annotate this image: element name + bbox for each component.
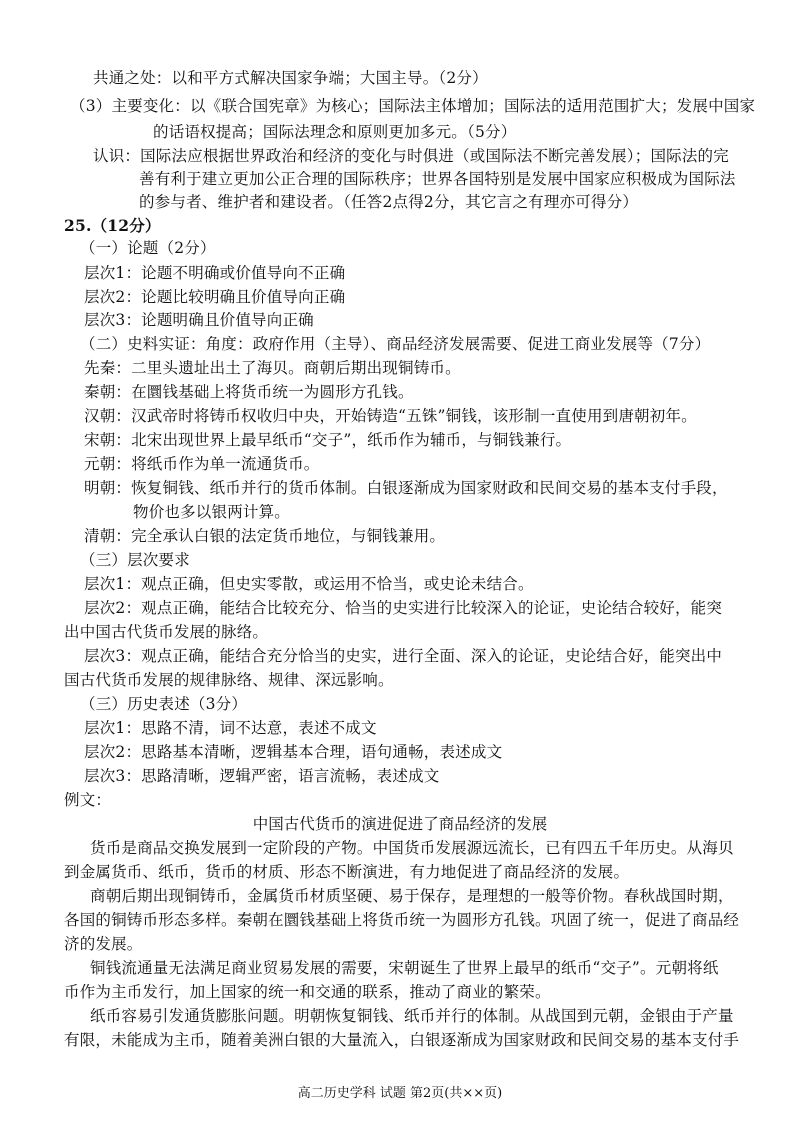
text-line: 各国的铜铸币形态多样。秦朝在圜钱基础上将货币统一为圆形方孔钱。巩固了统一，促进了商品经 [64,911,740,929]
text-line: 例文： [64,791,112,809]
text-line: 层次2：思路基本清晰，逻辑基本合理，语句通畅，表述成文 [84,743,503,761]
essay-title: 中国古代货币的演进促进了商品经济的发展 [252,815,548,833]
text-line: （3）主要变化：以《联合国宪章》为核心；国际法主体增加；国际法的适用范围扩大；发展中国家 [70,97,756,115]
text-line: 国古代货币发展的规律脉络、规律、深远影响。 [64,671,394,689]
text-line: 济的发展。 [64,935,143,953]
text-line: 层次1：思路不清，词不达意，表述不成文 [84,719,377,737]
text-line: 层次1：观点正确，但史实零散，或运用不恰当，或史论未结合。 [84,575,534,593]
text-line: 秦朝：在圜钱基础上将货币统一为圆形方孔钱。 [84,383,414,401]
text-line: 共通之处：以和平方式解决国家争端；大国主导。（2分） [93,69,488,87]
section-heading: （一）论题（2分） [80,239,216,257]
text-line: 层次3：观点正确，能结合充分恰当的史实，进行全面、深入的论证，史论结合好，能突出中 [84,647,723,665]
text-line: 层次2：观点正确，能结合比较充分、恰当的史实进行比较深入的论证，史论结合较好，能突 [84,599,723,617]
text-line: 清朝：完全承认白银的法定货币地位，与铜钱兼用。 [84,527,446,545]
text-line: 有限，未能成为主币，随着美洲白银的大量流入，白银逐渐成为国家财政和民间交易的基本支付手 [64,1031,740,1049]
text-line: 先秦：二里头遗址出土了海贝。商朝后期出现铜铸币。 [84,359,461,377]
question-number: 25.（12分） [64,216,161,235]
section-heading: （二）史料实证：角度：政府作用（主导）、商品经济发展需要、促进工商业发展等（7分） [80,335,711,353]
text-line: 物价也多以银两计算。 [133,503,291,521]
text-line: 认识：国际法应根据世界政治和经济的变化与时俱进（或国际法不断完善发展）；国际法的完 [93,147,729,165]
text-line: 明朝：恢复铜钱、纸币并行的货币体制。白银逐渐成为国家财政和民间交易的基本支付手段， [84,479,728,497]
page-footer: 高二历史学科 试题 第2页(共××页) [297,1086,503,1101]
text-line: 铜钱流通量无法满足商业贸易发展的需要，宋朝诞生了世界上最早的纸币“交子”。元朝将纸 [90,959,719,977]
text-line: 商朝后期出现铜铸币，金属货币材质坚硬、易于保存，是理想的一般等价物。春秋战国时期， [90,887,734,905]
text-line: 的话语权提高；国际法理念和原则更加多元。（5分） [153,123,517,141]
text-line: 层次3：思路清晰，逻辑严密，语言流畅，表述成文 [84,767,440,785]
text-line: 宋朝：北宋出现世界上最早纸币“交子”，纸币作为辅币，与铜钱兼行。 [84,431,572,449]
text-line: 元朝：将纸币作为单一流通货币。 [84,455,320,473]
text-line: 币作为主币发行，加上国家的统一和交通的联系，推动了商业的繁荣。 [64,983,551,1001]
section-heading: （三）层次要求 [80,551,190,569]
text-line: 纸币容易引发通货膨胀问题。明朝恢复铜钱、纸币并行的体制。从战国到元朝，金银由于产量 [90,1007,734,1025]
text-line: 层次1：论题不明确或价值导向不正确 [84,264,346,282]
text-line: 货币是商品交换发展到一定阶段的产物。中国货币发展源远流长，已有四五千年历史。从海贝 [90,839,734,857]
text-line: 层次2：论题比较明确且价值导向正确 [84,288,346,306]
text-line: 出中国古代货币发展的脉络。 [64,623,269,641]
text-line: 层次3：论题明确且价值导向正确 [84,311,314,329]
section-heading: （三）历史表述（3分） [80,695,248,713]
text-line: 的参与者、维护者和建设者。（任答2点得2分，其它言之有理亦可得分） [139,193,639,211]
text-line: 汉朝：汉武帝时将铸币权收归中央，开始铸造“五铢”铜钱，该形制一直使用到唐朝初年。 [84,407,697,425]
text-line: 到金属货币、纸币，货币的材质、形态不断演进，有力地促进了商品经济的发展。 [64,863,630,881]
text-line: 善有利于建立更加公正合理的国际秩序；世界各国特别是发展中国家应积极成为国际法 [139,170,736,188]
